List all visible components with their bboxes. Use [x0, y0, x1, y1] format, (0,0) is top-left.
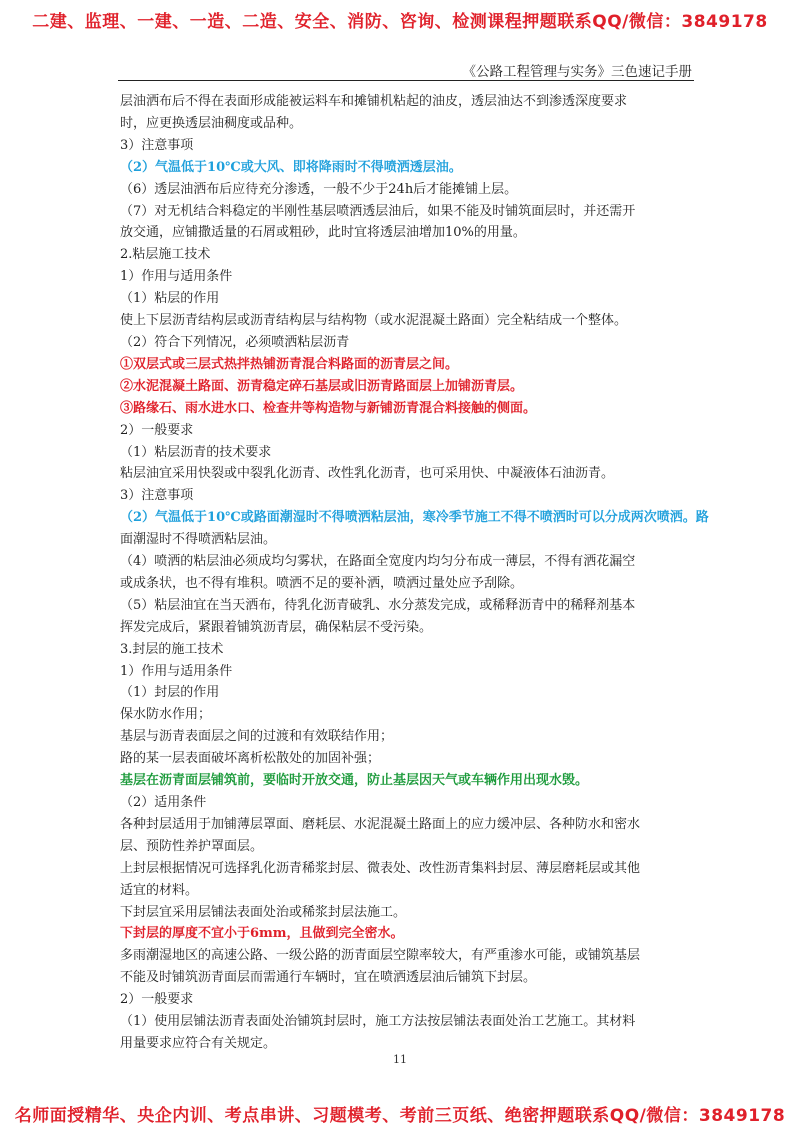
text-line: 各种封层适用于加铺薄层罩面、磨耗层、水泥混凝土路面上的应力缓冲层、各种防水和密水	[120, 816, 641, 832]
text-line: ①双层式或三层式热拌热铺沥青混合料路面的沥青层之间。	[120, 356, 459, 372]
text-line: 路的某一层表面破坏离析松散处的加固补强；	[120, 751, 381, 767]
text-line: （1）封层的作用	[120, 685, 220, 701]
text-line: 基层在沥青面层铺筑前，要临时开放交通，防止基层因天气或车辆作用出现水毁。	[120, 773, 589, 789]
bottom-banner: 名师面授精华、央企内训、考点串讲、习题模考、考前三页纸、绝密押题联系QQ/微信：3849178	[14, 1106, 786, 1126]
text-line: 2）一般要求	[120, 992, 194, 1008]
text-line: 面潮湿时不得喷洒粘层油。	[120, 532, 277, 548]
text-line: （5）粘层油宜在当天洒布，待乳化沥青破乳、水分蒸发完成，或稀释沥青中的稀释剂基本	[120, 597, 636, 613]
text-line: 3）注意事项	[120, 137, 194, 153]
text-line: 适宜的材料。	[120, 882, 199, 898]
header-title: 《公路工程管理与实务》三色速记手册	[462, 64, 692, 80]
text-line: 2.粘层施工技术	[120, 247, 211, 263]
text-line: （2）适用条件	[120, 795, 207, 810]
page-number: 11	[393, 1053, 407, 1066]
document-body	[120, 91, 709, 1055]
text-line: ②水泥混凝土路面、沥青稳定碎石基层或旧沥青路面层上加铺沥青层。	[120, 378, 524, 394]
text-line: （6）透层油洒布后应待充分渗透，一般不少于24h后才能摊铺上层。	[120, 181, 518, 197]
text-line: 使上下层沥青结构层或沥青结构层与结构物（或水泥混凝土路面）完全粘结成一个整体。	[120, 313, 628, 329]
text-line: 粘层油宜采用快裂或中裂乳化沥青、改性乳化沥青，也可采用快、中凝液体石油沥青。	[120, 466, 615, 482]
text-line: 放交通，应铺撒适量的石屑或粗砂，此时宜将透层油增加10%的用量。	[120, 225, 526, 241]
top-banner: 二建、监理、一建、一造、二造、安全、消防、咨询、检测课程押题联系QQ/微信：3849178	[32, 12, 768, 32]
text-line: 1）作用与适用条件	[120, 269, 233, 285]
text-line: 挥发完成后，紧跟着铺筑沥青层，确保粘层不受污染。	[120, 619, 433, 635]
text-line: 不能及时铺筑沥青面层而需通行车辆时，宜在喷洒透层油后铺筑下封层。	[120, 970, 537, 986]
text-line: 多雨潮湿地区的高速公路、一级公路的沥青面层空隙率较大，有严重渗水可能，或铺筑基层	[120, 948, 641, 964]
text-line: （1）使用层铺法沥青表面处治铺筑封层时，施工方法按层铺法表面处治工艺施工。其材料	[120, 1014, 636, 1030]
text-line: （7）对无机结合料稳定的半刚性基层喷洒透层油后，如果不能及时铺筑面层时，并还需开	[120, 203, 636, 219]
text-line: （1）粘层沥青的技术要求	[120, 444, 272, 460]
text-line: 2）一般要求	[120, 422, 194, 438]
text-line: （1）粘层的作用	[120, 291, 220, 307]
text-line: 下封层的厚度不宜小于6mm，且做到完全密水。	[120, 926, 404, 942]
text-line: （2）符合下列情况，必须喷洒粘层沥青	[120, 334, 350, 350]
text-line: 1）作用与适用条件	[120, 663, 233, 679]
text-line: ③路缘石、雨水进水口、检查井等构造物与新铺沥青混合料接触的侧面。	[120, 400, 537, 416]
header-rule	[118, 80, 694, 81]
text-line: 3.封层的施工技术	[120, 641, 224, 657]
text-line: 3）注意事项	[120, 488, 194, 504]
text-line: （2）气温低于10℃或大风、即将降雨时不得喷洒透层油。	[120, 159, 462, 175]
text-line: 保水防水作用；	[120, 707, 212, 723]
text-line: （2）气温低于10℃或路面潮湿时不得喷洒粘层油，寒冷季节施工不得不喷洒时可以分成两次喷洒。路	[120, 510, 709, 526]
text-line: 层油洒布后不得在表面形成能被运料车和摊铺机粘起的油皮，透层油达不到渗透深度要求	[120, 94, 628, 109]
text-line: 基层与沥青表面层之间的过渡和有效联结作用；	[120, 729, 394, 745]
text-line: 下封层宜采用层铺法表面处治或稀浆封层法施工。	[120, 904, 407, 920]
text-line: 用量要求应符合有关规定。	[120, 1035, 277, 1051]
text-line: （4）喷洒的粘层油必须成均匀雾状，在路面全宽度内均匀分布成一薄层，不得有洒花漏空	[120, 554, 636, 570]
text-line: 时，应更换透层油稠度或品种。	[120, 115, 303, 131]
text-line: 上封层根据情况可选择乳化沥青稀浆封层、微表处、改性沥青集料封层、薄层磨耗层或其他	[120, 860, 641, 876]
text-line: 或成条状，也不得有堆积。喷洒不足的要补洒，喷洒过量处应予刮除。	[120, 575, 524, 591]
text-line: 层、预防性养护罩面层。	[120, 838, 264, 854]
